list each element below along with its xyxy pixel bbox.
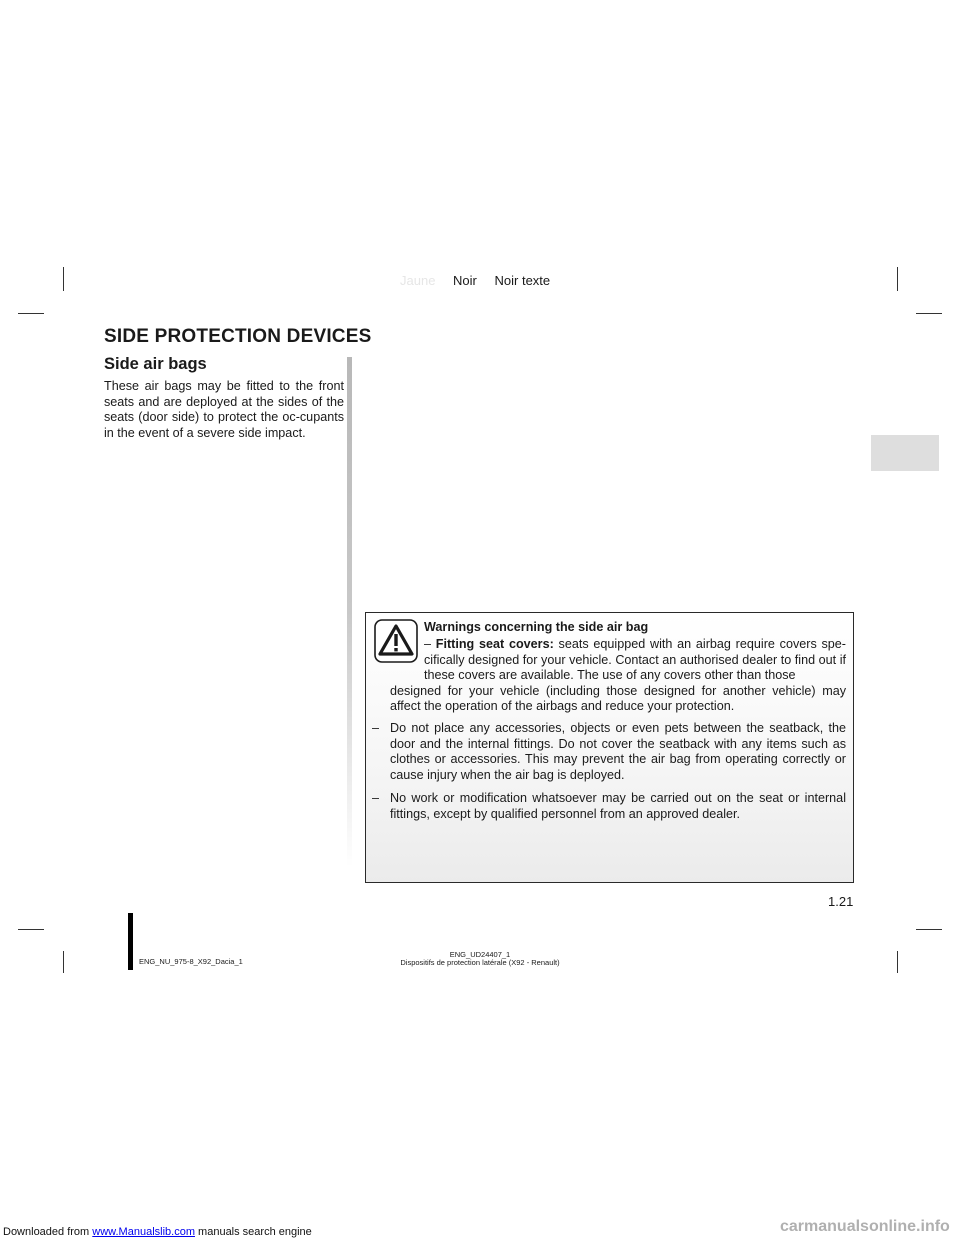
download-suffix: manuals search engine (198, 1226, 312, 1238)
dash: – (424, 637, 432, 651)
subtitle: Side air bags (104, 355, 207, 373)
footer-bar (128, 913, 133, 970)
warning-list (366, 721, 846, 831)
dash: – (372, 791, 380, 806)
color-mark-jaune: Jaune (400, 273, 436, 288)
warning-title: Warnings concerning the side air bag (424, 620, 649, 634)
crop-mark (897, 267, 898, 291)
crop-mark (916, 313, 942, 314)
seat-covers-label: Fitting seat covers: (435, 637, 554, 651)
crop-mark (916, 929, 942, 930)
color-marks (400, 273, 564, 288)
seat-covers-text: seats equipped with an airbag require covers spe-cifically designed for your vehicle. Contact an authorised dealer to find out if these covers are available. The use of any covers other than those (424, 637, 847, 683)
crop-mark (18, 929, 44, 930)
chapter-tab (871, 435, 939, 471)
warning-item-text: Do not place any accessories, objects or even pets between the seatback, the door and the internal fittings. Do not cover the seatback with any items such as clothes or accessories. This may prevent the air bag from operating correctly or cause injury when the air bag is deployed. (390, 721, 846, 782)
warning-item-text: No work or modification whatsoever may be carried out on the seat or internal fittings, except by qualified personnel from an approved dealer. (390, 791, 846, 821)
dash: – (372, 721, 380, 735)
seat-covers-line2: designed for your vehicle (including those designed for another vehicle) may affect the operation of the airbags and reduce your protection. (390, 683, 846, 714)
crop-mark (63, 267, 64, 291)
footer-section-ref (330, 951, 630, 967)
seat-covers-line1 (424, 637, 846, 684)
download-banner (3, 1226, 312, 1238)
body-paragraph: These air bags may be fitted to the front seats and are deployed at the sides of the seats (door side) to protect the oc-cupants in the event of a severe side impact. (104, 379, 344, 440)
footer-section-title: Dispositifs de protection latérale (X92 - Renault) (400, 958, 560, 967)
watermark: carmanualsonline.info (780, 1218, 950, 1235)
footer-doc-ref: ENG_NU_975-8_X92_Dacia_1 (139, 957, 243, 966)
color-mark-noir: Noir (453, 273, 477, 288)
manualslib-link[interactable]: www.Manualslib.com (92, 1226, 195, 1238)
crop-mark (897, 951, 898, 973)
download-prefix: Downloaded from (3, 1226, 90, 1238)
color-mark-noir-texte: Noir texte (494, 273, 551, 288)
warning-item (366, 791, 846, 822)
crop-mark (63, 951, 64, 973)
crop-mark (18, 313, 44, 314)
section-title: SIDE PROTECTION DEVICES (104, 326, 372, 347)
column-separator (347, 357, 352, 867)
footer-code: ENG_UD24407_1 (449, 950, 511, 959)
page-number: 1.21 (828, 894, 854, 909)
warning-paragraph-seat-covers (390, 637, 846, 715)
warning-item (366, 721, 846, 783)
